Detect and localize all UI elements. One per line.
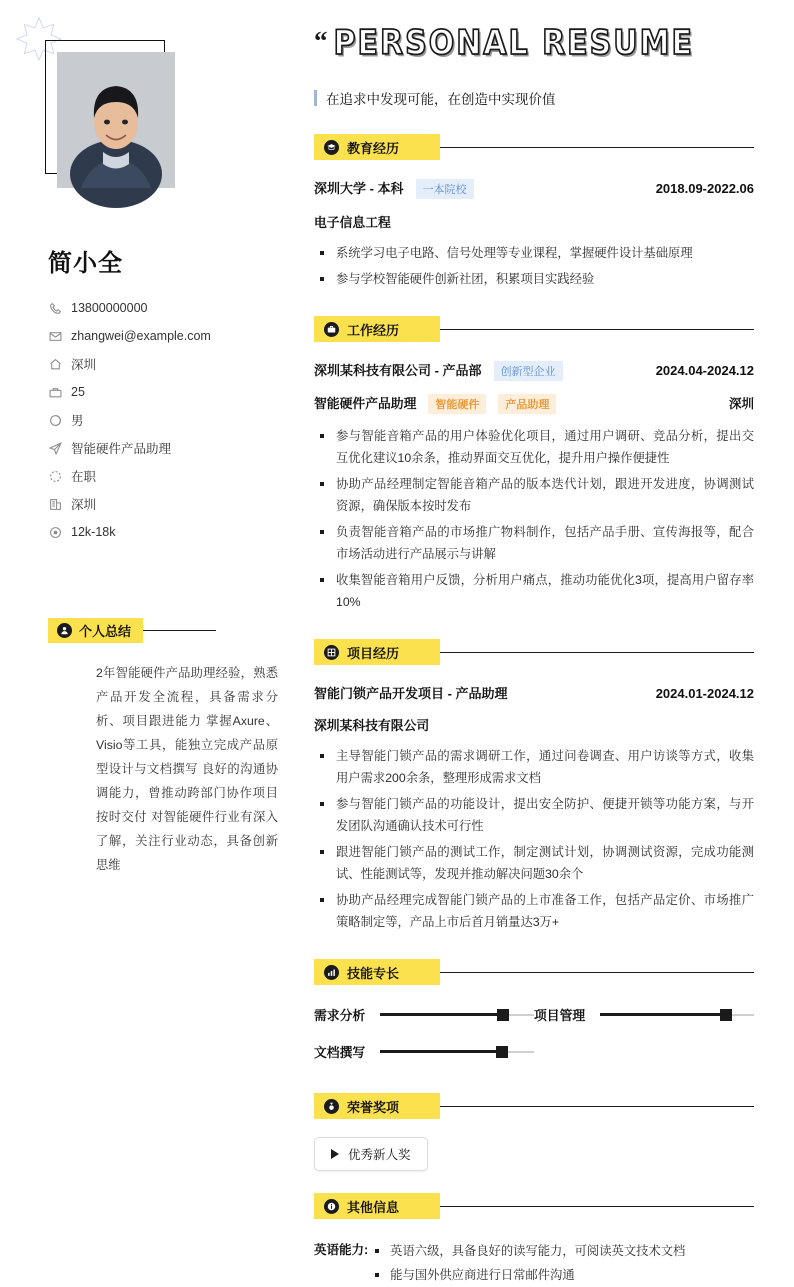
list-item: 参与智能音箱产品的用户体验优化项目，通过用户调研、竞品分析，提出交互优化建议10余条，推动界面交互优化，提升用户操作便捷性	[314, 425, 754, 469]
contact-item-status	[48, 462, 278, 490]
skill-item	[314, 1042, 534, 1061]
job-position: 智能硬件产品助理	[314, 396, 417, 411]
skill-knob[interactable]	[496, 1046, 508, 1058]
summary-header	[48, 618, 216, 643]
contact-value: 智能硬件产品助理	[71, 442, 172, 456]
education-chip	[314, 134, 440, 160]
contact-value: zhangwei@example.com	[71, 329, 211, 343]
contact-item-city	[48, 350, 278, 378]
work-chip	[314, 316, 440, 342]
list-item: 系统学习电子电路、信号处理等专业课程，掌握硬件设计基础原理	[314, 242, 754, 264]
subtitle-text: 在追求中发现可能，在创造中实现价值	[326, 92, 556, 107]
contact-item-position	[48, 434, 278, 462]
contact-value: 13800000000	[71, 301, 148, 315]
home-icon	[48, 357, 62, 371]
summary-section	[48, 618, 278, 877]
awards-list	[314, 1137, 754, 1171]
sidebar	[0, 0, 278, 1185]
work-location: 深圳	[728, 397, 754, 411]
quote-mark-icon: “	[314, 26, 328, 56]
subtitle-marker	[314, 90, 317, 106]
other-header	[314, 1193, 754, 1219]
list-item: 能与国外供应商进行日常邮件沟通	[368, 1263, 685, 1287]
page-title: PERSONAL RESUME	[333, 24, 694, 64]
photo-block	[48, 43, 198, 203]
chart-icon	[324, 965, 339, 980]
other-title: 其他信息	[347, 1199, 400, 1215]
education-entry-line	[314, 178, 754, 199]
summary-text: 2年智能硬件产品助理经验，熟悉产品开发全流程，具备需求分析、项目跟进能力 掌握Axure、Visio等工具，能独立完成产品原型设计与文档撰写 良好的沟通协调能力，曾推动跨部门协作项目按时交付 对智能硬件行业有深入了解，关注行业动态，具备创新思维	[96, 666, 278, 872]
contact-value: 深圳	[71, 358, 97, 372]
person-icon	[57, 623, 72, 638]
project-entry-line	[314, 683, 754, 702]
page-title-row	[314, 24, 754, 66]
education-major: 电子信息工程	[314, 215, 391, 230]
skill-slider[interactable]	[380, 1014, 534, 1016]
skills-chip	[314, 959, 440, 985]
contact-item-workplace	[48, 490, 278, 518]
skill-slider[interactable]	[380, 1051, 534, 1053]
work-bullets	[314, 425, 754, 613]
project-entry	[314, 683, 754, 933]
paper-plane-icon	[48, 441, 62, 455]
work-entry-line	[314, 360, 754, 381]
main-content	[278, 0, 794, 1282]
play-triangle-icon	[331, 1149, 339, 1159]
skills-header	[314, 959, 754, 985]
list-item: 协助产品经理制定智能音箱产品的版本迭代计划，跟进开发进度，协调测试资源，确保版本按时发布	[314, 473, 754, 517]
skill-item	[314, 1005, 534, 1024]
header-rule	[440, 1206, 754, 1207]
section-work	[314, 316, 754, 613]
header-rule	[440, 652, 754, 653]
section-honors	[314, 1093, 754, 1171]
honors-header	[314, 1093, 754, 1119]
skill-name: 文档撰写	[314, 1045, 366, 1060]
briefcase-icon	[48, 385, 62, 399]
project-chip	[314, 639, 440, 665]
skill-tag: 智能硬件	[428, 394, 486, 414]
avatar	[57, 52, 175, 188]
building-icon	[48, 497, 62, 511]
skill-knob[interactable]	[720, 1009, 732, 1021]
header-rule	[440, 329, 754, 330]
salary-icon	[48, 525, 62, 539]
award-label: 优秀新人奖	[348, 1148, 411, 1162]
project-company: 深圳某科技有限公司	[314, 718, 430, 733]
status-icon	[48, 469, 62, 483]
gender-icon	[48, 413, 62, 427]
suitcase-icon	[324, 322, 339, 337]
project-date: 2024.01-2024.12	[655, 686, 754, 701]
contact-value: 男	[71, 414, 84, 428]
project-title: 项目经历	[347, 645, 400, 661]
education-entry	[314, 178, 754, 290]
profile-name: 简小全	[48, 250, 123, 277]
work-header	[314, 316, 754, 342]
skill-name: 项目管理	[534, 1008, 586, 1023]
skill-fill	[600, 1013, 726, 1016]
contact-item-gender	[48, 406, 278, 434]
other-chip	[314, 1193, 440, 1219]
medal-icon	[324, 1099, 339, 1114]
work-entry	[314, 360, 754, 613]
section-skills	[314, 959, 754, 1079]
skill-item	[534, 1005, 754, 1024]
contact-item-email	[48, 322, 278, 350]
company-name: 深圳某科技有限公司 - 产品部	[314, 363, 482, 378]
contact-item-phone	[48, 294, 278, 322]
company-tag: 创新型企业	[494, 361, 563, 381]
skill-tag: 产品助理	[498, 394, 556, 414]
graduation-cap-icon	[324, 140, 339, 155]
skill-fill	[380, 1050, 502, 1053]
contact-item-salary	[48, 518, 278, 546]
summary-title: 个人总结	[79, 624, 132, 639]
section-project	[314, 639, 754, 933]
grid-icon	[324, 645, 339, 660]
other-bullets	[368, 1239, 685, 1287]
project-header	[314, 639, 754, 665]
info-icon	[324, 1199, 339, 1214]
mail-icon	[48, 329, 62, 343]
list-item: 参与学校智能硬件创新社团，积累项目实践经验	[314, 268, 754, 290]
contact-value: 在职	[71, 470, 97, 484]
school-tag: 一本院校	[416, 179, 474, 199]
skill-fill	[380, 1013, 503, 1016]
list-item: 英语六级，具备良好的读写能力，可阅读英文技术文档	[368, 1239, 685, 1263]
other-body	[314, 1239, 754, 1287]
honors-chip	[314, 1093, 440, 1119]
award-button[interactable]	[314, 1137, 428, 1171]
header-rule	[440, 1106, 754, 1107]
list-item: 参与智能门锁产品的功能设计，提出安全防护、便捷开锁等功能方案，与开发团队沟通确认技术可行性	[314, 793, 754, 837]
other-label: 英语能力:	[314, 1243, 369, 1257]
summary-chip	[48, 618, 143, 643]
list-item: 跟进智能门锁产品的测试工作，制定测试计划，协调测试资源，完成功能测试、性能测试等，发现并推动解决问题30余个	[314, 841, 754, 885]
skill-name: 需求分析	[314, 1008, 366, 1023]
work-date: 2024.04-2024.12	[655, 363, 754, 378]
skills-list	[314, 1005, 754, 1079]
education-header	[314, 134, 754, 160]
list-item: 协助产品经理完成智能门锁产品的上市准备工作，包括产品定价、市场推广策略制定等，产品上市后首月销量达3万+	[314, 889, 754, 933]
skill-knob[interactable]	[497, 1009, 509, 1021]
list-item: 主导智能门锁产品的需求调研工作，通过问卷调查、用户访谈等方式，收集用户需求200余条，整理形成需求文档	[314, 745, 754, 789]
contact-value: 12k-18k	[71, 525, 116, 539]
header-rule	[440, 972, 754, 973]
honors-title: 荣誉奖项	[347, 1099, 400, 1115]
header-rule	[440, 147, 754, 148]
subtitle-row	[314, 88, 754, 108]
contact-item-age	[48, 378, 278, 406]
contact-value: 25	[71, 385, 85, 399]
education-title: 教育经历	[347, 140, 400, 156]
list-item: 负责智能音箱产品的市场推广物料制作，包括产品手册、宣传海报等，配合市场活动进行产品展示与讲解	[314, 521, 754, 565]
education-date: 2018.09-2022.06	[655, 181, 754, 196]
education-bullets	[314, 242, 754, 290]
work-position-line	[314, 393, 754, 414]
phone-icon	[48, 301, 62, 315]
list-item: 收集智能音箱用户反馈，分析用户痛点，推动功能优化3项，提高用户留存率10%	[314, 569, 754, 613]
skill-slider[interactable]	[600, 1014, 754, 1016]
header-rule	[143, 630, 216, 631]
school-name: 深圳大学 - 本科	[314, 181, 404, 196]
project-bullets	[314, 745, 754, 933]
section-other	[314, 1193, 754, 1287]
project-name: 智能门锁产品开发项目 - 产品助理	[314, 686, 508, 701]
contact-value: 深圳	[71, 498, 97, 512]
section-education	[314, 134, 754, 290]
contact-list	[48, 294, 278, 546]
skills-title: 技能专长	[347, 965, 400, 981]
work-title: 工作经历	[347, 322, 400, 338]
